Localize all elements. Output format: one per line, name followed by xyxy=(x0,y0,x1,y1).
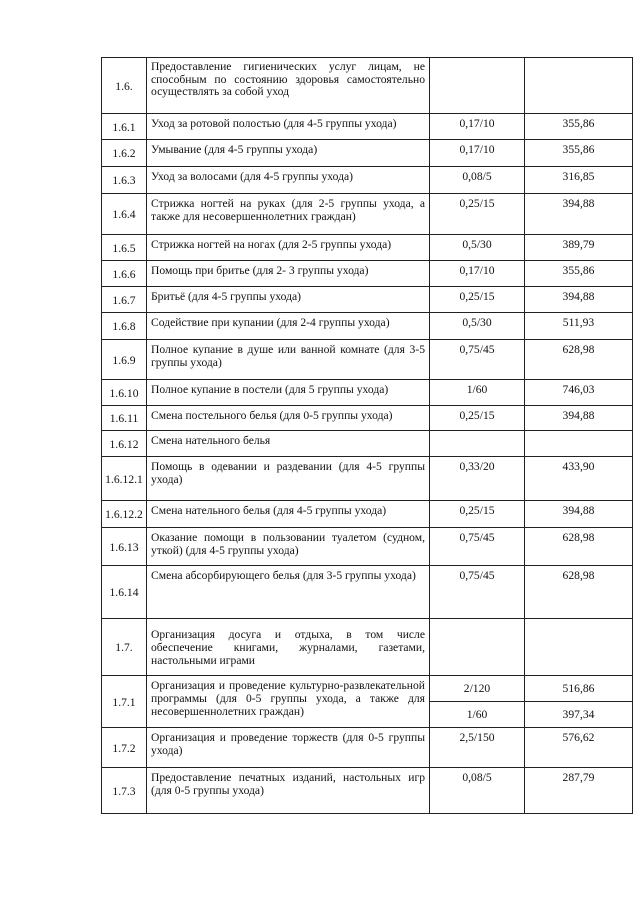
service-description: Помощь при бритье (для 2- 3 группы ухода) xyxy=(147,261,430,287)
service-description: Организация и проведение культурно-развлекательной программы (для 0-5 группы ухода, а также для несовершеннолетних граждан) xyxy=(147,676,430,728)
table-row xyxy=(102,406,633,431)
table-row xyxy=(102,768,633,814)
table-row xyxy=(102,287,633,313)
service-description: Стрижка ногтей на руках (для 2-5 группы ухода, а также для несовершеннолетних граждан) xyxy=(147,194,430,235)
row-number: 1.6.6 xyxy=(102,261,147,287)
table-row xyxy=(102,501,633,528)
time-ratio: 0,08/5 xyxy=(430,167,525,194)
time-ratio: 0,17/10 xyxy=(430,140,525,167)
price: 746,03 xyxy=(525,380,633,406)
service-description: Уход за волосами (для 4-5 группы ухода) xyxy=(147,167,430,194)
time-ratio: 0,33/20 xyxy=(430,457,525,501)
price: 355,86 xyxy=(525,114,633,140)
price xyxy=(525,431,633,457)
row-number: 1.6.13 xyxy=(102,528,147,566)
row-number: 1.6.3 xyxy=(102,167,147,194)
price: 355,86 xyxy=(525,261,633,287)
table-row xyxy=(102,235,633,261)
time-ratio: 0,25/15 xyxy=(430,287,525,313)
table-row xyxy=(102,167,633,194)
row-number: 1.6.1 xyxy=(102,114,147,140)
time-ratio xyxy=(430,431,525,457)
price: 287,79 xyxy=(525,768,633,814)
row-number: 1.6.14 xyxy=(102,566,147,619)
row-number: 1.7.2 xyxy=(102,728,147,768)
row-number: 1.6.12.1 xyxy=(102,457,147,501)
price xyxy=(525,619,633,676)
price: 516,86 xyxy=(562,682,595,695)
row-number: 1.6.2 xyxy=(102,140,147,167)
price: 394,88 xyxy=(525,406,633,431)
table-row xyxy=(102,313,633,340)
time-ratio: 0,17/10 xyxy=(430,261,525,287)
price: 433,90 xyxy=(525,457,633,501)
row-number: 1.6.4 xyxy=(102,194,147,235)
row-number: 1.6.12 xyxy=(102,431,147,457)
service-description: Бритьё (для 4-5 группы ухода) xyxy=(147,287,430,313)
row-number: 1.6.8 xyxy=(102,313,147,340)
price: 628,98 xyxy=(525,566,633,619)
table-row xyxy=(102,194,633,235)
service-description: Полное купание в постели (для 5 группы ухода) xyxy=(147,380,430,406)
service-description: Полное купание в душе или ванной комнате (для 3-5 группы ухода) xyxy=(147,340,430,380)
time-ratio: 0,75/45 xyxy=(430,340,525,380)
time-ratio: 0,75/45 xyxy=(430,528,525,566)
price: 576,62 xyxy=(525,728,633,768)
row-number: 1.6. xyxy=(102,58,147,114)
service-description: Смена нательного белья xyxy=(147,431,430,457)
row-number: 1.6.12.2 xyxy=(102,501,147,528)
service-description: Уход за ротовой полостью (для 4-5 группы ухода) xyxy=(147,114,430,140)
price: 355,86 xyxy=(525,140,633,167)
row-number: 1.6.5 xyxy=(102,235,147,261)
service-description: Стрижка ногтей на ногах (для 2-5 группы ухода) xyxy=(147,235,430,261)
row-number: 1.7.3 xyxy=(102,768,147,814)
price: 394,88 xyxy=(525,287,633,313)
time-ratio: 0,25/15 xyxy=(430,194,525,235)
table-row xyxy=(102,457,633,501)
table-row xyxy=(102,261,633,287)
table-row xyxy=(102,140,633,167)
service-description: Умывание (для 4-5 группы ухода) xyxy=(147,140,430,167)
table-row xyxy=(102,619,633,676)
time-ratio: 1/60 xyxy=(430,701,524,727)
row-number: 1.6.11 xyxy=(102,406,147,431)
table-row xyxy=(102,676,633,728)
price: 397,34 xyxy=(525,701,632,727)
time-ratio: 0,25/15 xyxy=(430,501,525,528)
table-row xyxy=(102,728,633,768)
price: 628,98 xyxy=(525,528,633,566)
time-ratio-group xyxy=(430,676,525,728)
row-number: 1.7.1 xyxy=(102,676,147,728)
service-description: Содействие при купании (для 2-4 группы ухода) xyxy=(147,313,430,340)
price xyxy=(525,58,633,114)
service-description: Смена нательного белья (для 4-5 группы ухода) xyxy=(147,501,430,528)
price-group xyxy=(525,676,633,728)
time-ratio: 0,25/15 xyxy=(430,406,525,431)
time-ratio: 1/60 xyxy=(430,380,525,406)
time-ratio: 0,75/45 xyxy=(430,566,525,619)
row-number: 1.6.7 xyxy=(102,287,147,313)
row-number: 1.6.10 xyxy=(102,380,147,406)
table-row xyxy=(102,380,633,406)
table-row xyxy=(102,566,633,619)
service-description: Оказание помощи в пользовании туалетом (судном, уткой) (для 4-5 группы ухода) xyxy=(147,528,430,566)
time-ratio: 0,17/10 xyxy=(430,114,525,140)
row-number: 1.7. xyxy=(102,619,147,676)
price: 628,98 xyxy=(525,340,633,380)
services-tariff-table xyxy=(101,57,633,814)
price: 389,79 xyxy=(525,235,633,261)
service-description: Помощь в одевании и раздевании (для 4-5 группы ухода) xyxy=(147,457,430,501)
time-ratio: 0,08/5 xyxy=(430,768,525,814)
service-description: Смена абсорбирующего белья (для 3-5 группы ухода) xyxy=(147,566,430,619)
time-ratio: 2/120 xyxy=(463,682,491,695)
time-ratio: 0,5/30 xyxy=(430,313,525,340)
service-description: Организация досуга и отдыха, в том числе обеспечение книгами, журналами, газетами, настольными играми xyxy=(147,619,430,676)
table-row xyxy=(102,58,633,114)
price: 511,93 xyxy=(525,313,633,340)
time-ratio xyxy=(430,58,525,114)
table-row xyxy=(102,340,633,380)
row-number: 1.6.9 xyxy=(102,340,147,380)
service-description: Смена постельного белья (для 0-5 группы ухода) xyxy=(147,406,430,431)
time-ratio: 0,5/30 xyxy=(430,235,525,261)
price: 316,85 xyxy=(525,167,633,194)
table-row xyxy=(102,114,633,140)
service-description: Предоставление печатных изданий, настольных игр (для 0-5 группы ухода) xyxy=(147,768,430,814)
service-description: Организация и проведение торжеств (для 0-5 группы ухода) xyxy=(147,728,430,768)
table-row xyxy=(102,431,633,457)
time-ratio: 2,5/150 xyxy=(430,728,525,768)
time-ratio xyxy=(430,619,525,676)
service-description: Предоставление гигиенических услуг лицам, не способным по состоянию здоровья самостоятельно осуществлять за собой уход xyxy=(147,58,430,114)
price: 394,88 xyxy=(525,501,633,528)
price: 394,88 xyxy=(525,194,633,235)
table-row xyxy=(102,528,633,566)
